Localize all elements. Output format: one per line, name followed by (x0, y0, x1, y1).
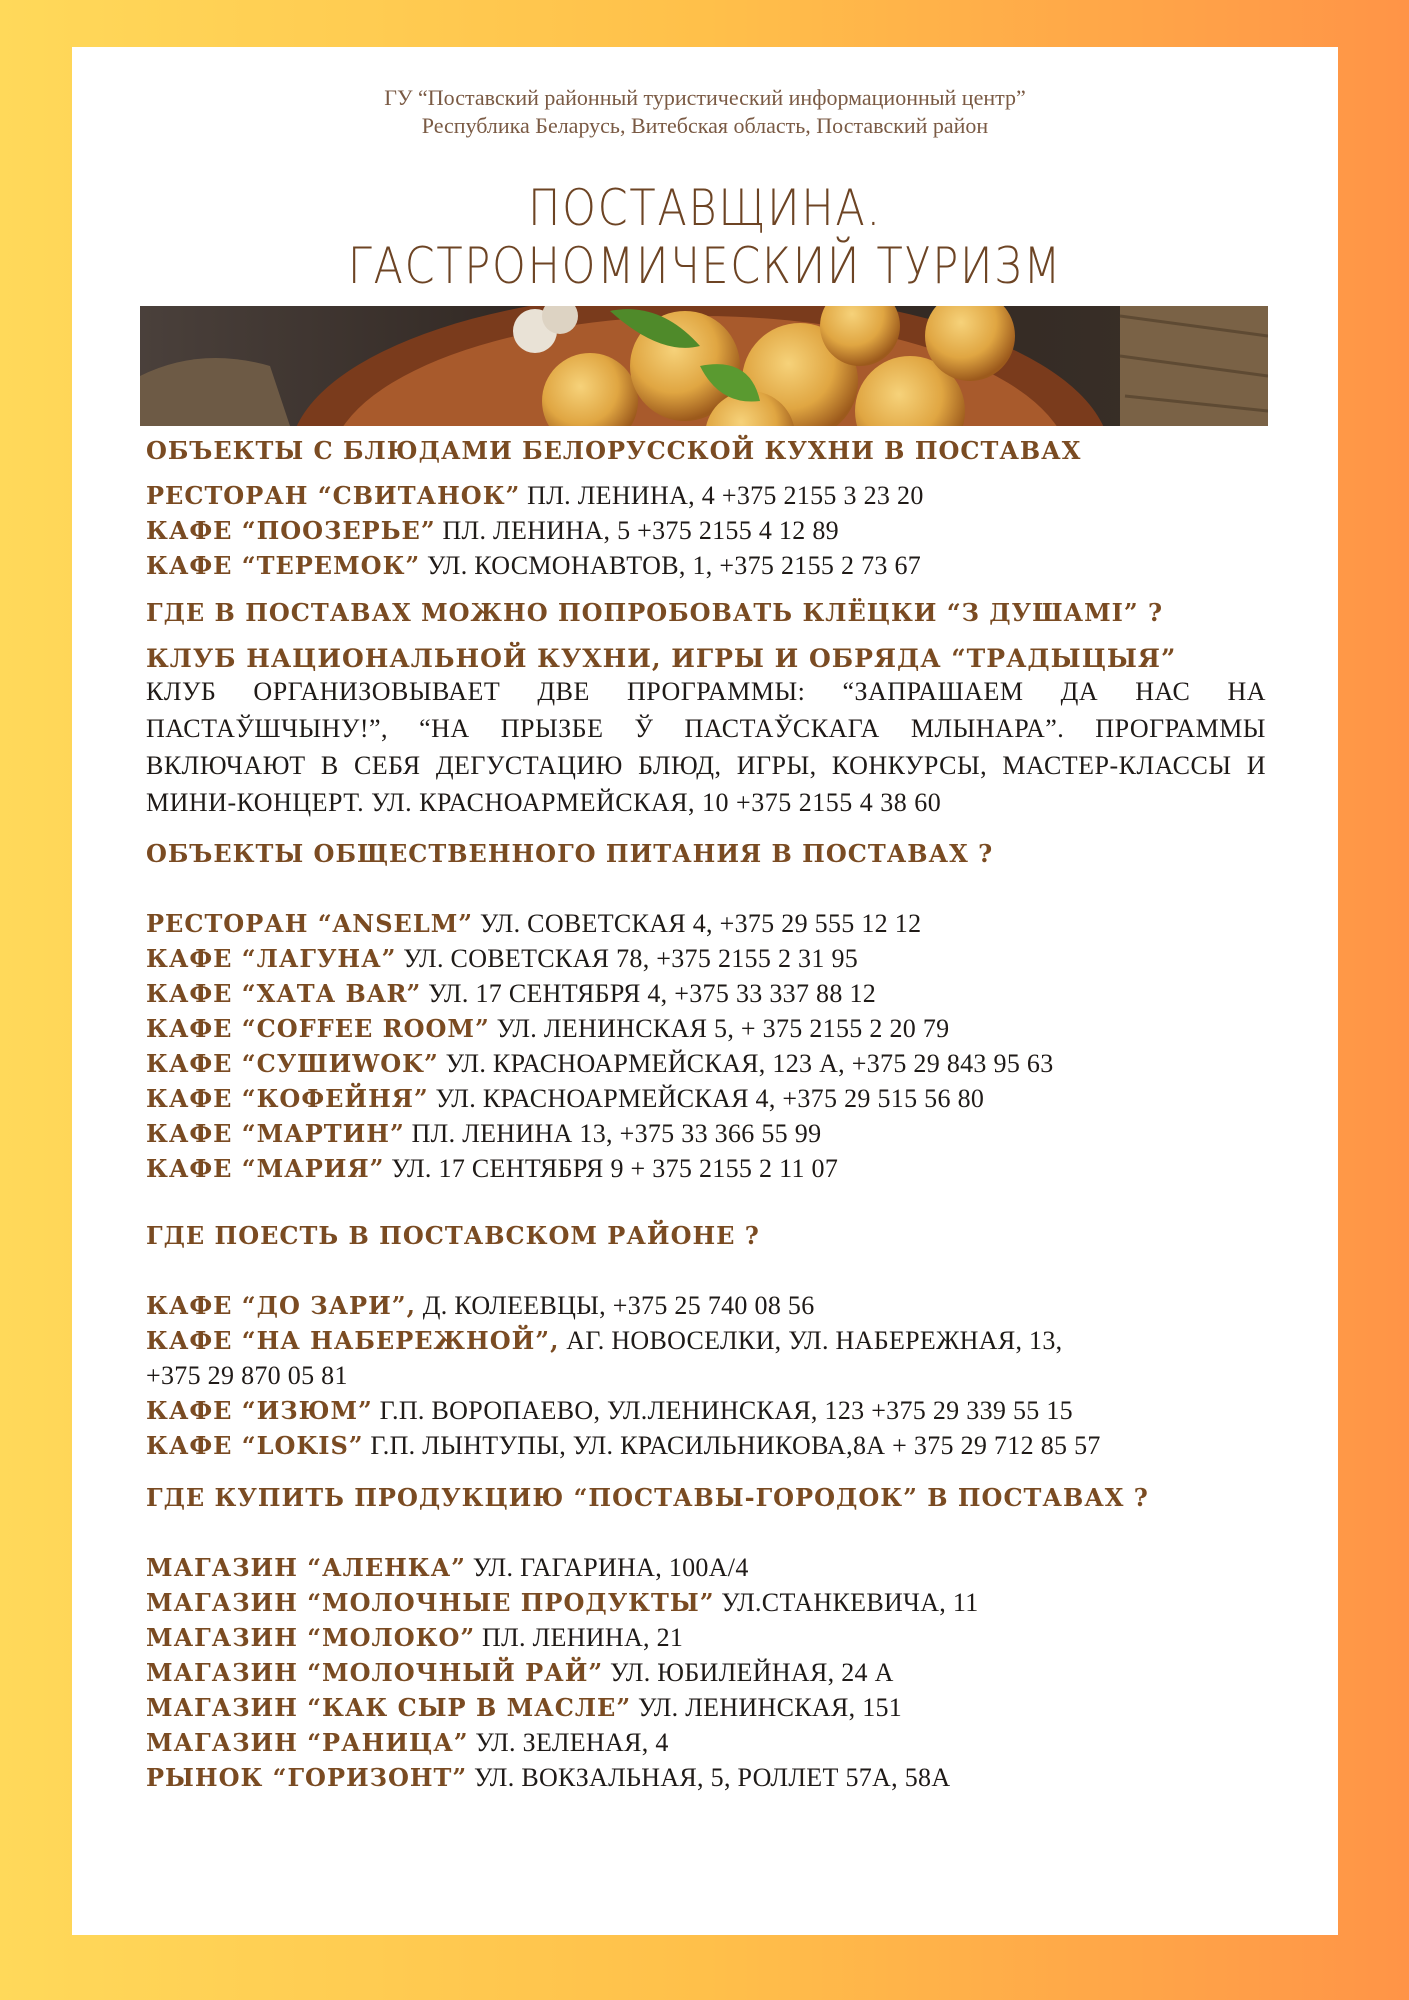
list-item (146, 1323, 1266, 1358)
section-heading-catering: ОБЪЕКТЫ ОБЩЕСТВЕННОГО ПИТАНИЯ В ПОСТАВАХ ? (146, 839, 994, 868)
place-info: УЛ.СТАНКЕВИЧА, 11 (714, 1588, 979, 1617)
org-name: ГУ “Поставский районный туристический информационный центр” (384, 85, 1026, 110)
place-name: КАФЕ “ДО ЗАРИ”, (146, 1291, 416, 1320)
list-item (146, 1550, 1266, 1585)
org-address: Республика Беларусь, Витебская область, Поставский район (421, 113, 989, 138)
list-item (146, 548, 1266, 583)
place-name: РЕСТОРАН “ANSELM” (146, 909, 474, 938)
potato-dumplings-illustration (140, 306, 1268, 426)
place-name: КАФЕ “СУШИWOK” (146, 1049, 439, 1078)
list-item (146, 1428, 1266, 1463)
list-item (146, 1585, 1266, 1620)
list-item (146, 906, 1266, 941)
place-info: ПЛ. ЛЕНИНА, 21 (475, 1623, 684, 1652)
place-info: ПЛ. ЛЕНИНА 13, +375 33 366 55 99 (404, 1119, 822, 1148)
catering-list (146, 906, 1266, 1186)
place-info: УЛ. 17 СЕНТЯБРЯ 4, +375 33 337 88 12 (421, 979, 877, 1008)
list-item (146, 1116, 1266, 1151)
list-item (146, 1690, 1266, 1725)
place-name: РЫНОК “ГОРИЗОНТ” (146, 1763, 468, 1792)
place-info: УЛ. ЛЕНИНСКАЯ 5, + 375 2155 2 20 79 (489, 1014, 950, 1043)
list-item (146, 1655, 1266, 1690)
list-item (146, 941, 1266, 976)
page-card (72, 47, 1338, 1935)
list-item (146, 1046, 1266, 1081)
shops-list (146, 1550, 1266, 1795)
place-name: КАФЕ “ПООЗЕРЬЕ” (146, 516, 436, 545)
list-item (146, 513, 1266, 548)
list-item (146, 1393, 1266, 1428)
list-item (146, 1151, 1266, 1186)
place-info: АГ. НОВОСЕЛКИ, УЛ. НАБЕРЕЖНАЯ, 13, (559, 1326, 1063, 1355)
list-item (146, 478, 1266, 513)
place-info: УЛ. СОВЕТСКАЯ 78, +375 2155 2 31 95 (396, 944, 859, 973)
list-item (146, 976, 1266, 1011)
list-item (146, 1081, 1266, 1116)
place-info: УЛ. КОСМОНАВТОВ, 1, +375 2155 2 73 67 (420, 551, 922, 580)
place-name: КАФЕ “ХАТА BAR” (146, 979, 422, 1008)
place-name: МАГАЗИН “РАНИЦА” (146, 1728, 469, 1757)
place-name: КАФЕ “МАРИЯ” (146, 1154, 385, 1183)
place-info: УЛ. ГАГАРИНА, 100А/4 (465, 1553, 749, 1582)
list-item (146, 1358, 1266, 1393)
place-name: МАГАЗИН “КАК СЫР В МАСЛЕ” (146, 1693, 632, 1722)
section-heading-district: ГДЕ ПОЕСТЬ В ПОСТАВСКОМ РАЙОНЕ ? (146, 1221, 760, 1250)
page-title-line2: ГАСТРОНОМИЧЕСКИЙ ТУРИЗМ (347, 237, 1063, 295)
page-title-line1: ПОСТАВЩИНА. (528, 179, 882, 237)
place-name: КАФЕ “КОФЕЙНЯ” (146, 1084, 429, 1113)
place-name: МАГАЗИН “МОЛОЧНЫЙ РАЙ” (146, 1658, 604, 1687)
place-info: ПЛ. ЛЕНИНА, 5 +375 2155 4 12 89 (435, 516, 839, 545)
list-item (146, 1288, 1266, 1323)
place-info: УЛ. ЮБИЛЕЙНАЯ, 24 А (603, 1658, 894, 1687)
place-name: КАФЕ “НА НАБЕРЕЖНОЙ”, (146, 1326, 560, 1355)
place-info: Д. КОЛЕЕВЦЫ, +375 25 740 08 56 (415, 1291, 815, 1320)
place-name: МАГАЗИН “АЛЕНКА” (146, 1553, 466, 1582)
place-name: КАФЕ “LOKIS” (146, 1431, 364, 1460)
list-item (146, 1620, 1266, 1655)
place-info: УЛ. ВОКЗАЛЬНАЯ, 5, РОЛЛЕТ 57А, 58А (467, 1763, 951, 1792)
food-banner-image (140, 306, 1268, 426)
place-info: ПЛ. ЛЕНИНА, 4 +375 2155 3 23 20 (520, 481, 924, 510)
place-info: УЛ. КРАСНОАРМЕЙСКАЯ, 123 А, +375 29 843 95 63 (438, 1049, 1054, 1078)
place-name: КАФЕ “ИЗЮМ” (146, 1396, 373, 1425)
section-heading-klyotski: ГДЕ В ПОСТАВАХ МОЖНО ПОПРОБОВАТЬ КЛЁЦКИ “З ДУШАМІ” ? (146, 598, 1164, 627)
section-heading-shops: ГДЕ КУПИТЬ ПРОДУКЦИЮ “ПОСТАВЫ-ГОРОДОК” В ПОСТАВАХ ? (146, 1483, 1149, 1512)
place-name: РЕСТОРАН “СВИТАНОК” (146, 481, 521, 510)
place-name: КАФЕ “ТЕРЕМОК” (146, 551, 421, 580)
belarusian-list (146, 478, 1266, 583)
place-info: УЛ. КРАСНОАРМЕЙСКАЯ 4, +375 29 515 56 80 (428, 1084, 985, 1113)
place-info: Г.П. ВОРОПАЕВО, УЛ.ЛЕНИНСКАЯ, 123 +375 29 339 55 15 (372, 1396, 1073, 1425)
place-info: Г.П. ЛЫНТУПЫ, УЛ. КРАСИЛЬНИКОВА,8А + 375 29 712 85 57 (363, 1431, 1101, 1460)
place-name: МАГАЗИН “МОЛОКО” (146, 1623, 476, 1652)
place-info: УЛ. ЗЕЛЕНАЯ, 4 (468, 1728, 669, 1757)
place-name: МАГАЗИН “МОЛОЧНЫЕ ПРОДУКТЫ” (146, 1588, 715, 1617)
club-name: КЛУБ НАЦИОНАЛЬНОЙ КУХНИ, ИГРЫ И ОБРЯДА “ТРАДЫЦЫЯ” (146, 644, 1177, 673)
place-name: КАФЕ “COFFEE ROOM” (146, 1014, 490, 1043)
list-item (146, 1760, 1266, 1795)
place-name: КАФЕ “ЛАГУНА” (146, 944, 397, 973)
club-description: КЛУБ ОРГАНИЗОВЫВАЕТ ДВЕ ПРОГРАММЫ: “ЗАПРАШАЕМ ДА НАС НА ПАСТАЎШЧЫНУ!”, “НА ПРЫЗБЕ Ў ПАСТАЎСКАГА МЛЫНАРА”. ПРОГРАММЫ ВКЛЮЧАЮТ В СЕБЯ ДЕГУСТАЦИЮ БЛЮД, ИГРЫ, КОНКУРСЫ, МАСТЕР-КЛАССЫ И МИНИ-КОНЦЕРТ. УЛ. КРАСНОАРМЕЙСКАЯ, 10 +375 2155 4 38 60 (146, 677, 1266, 817)
list-item (146, 1725, 1266, 1760)
place-info: УЛ. СОВЕТСКАЯ 4, +375 29 555 12 12 (473, 909, 922, 938)
main-content (146, 436, 1266, 1795)
place-name: КАФЕ “МАРТИН” (146, 1119, 405, 1148)
section-heading-belarusian: ОБЪЕКТЫ С БЛЮДАМИ БЕЛОРУССКОЙ КУХНИ В ПОСТАВАХ (146, 436, 1082, 465)
list-item (146, 1011, 1266, 1046)
place-info: +375 29 870 05 81 (146, 1361, 348, 1390)
place-info: УЛ. 17 СЕНТЯБРЯ 9 + 375 2155 2 11 07 (384, 1154, 839, 1183)
place-info: УЛ. ЛЕНИНСКАЯ, 151 (631, 1693, 903, 1722)
district-list (146, 1288, 1266, 1463)
